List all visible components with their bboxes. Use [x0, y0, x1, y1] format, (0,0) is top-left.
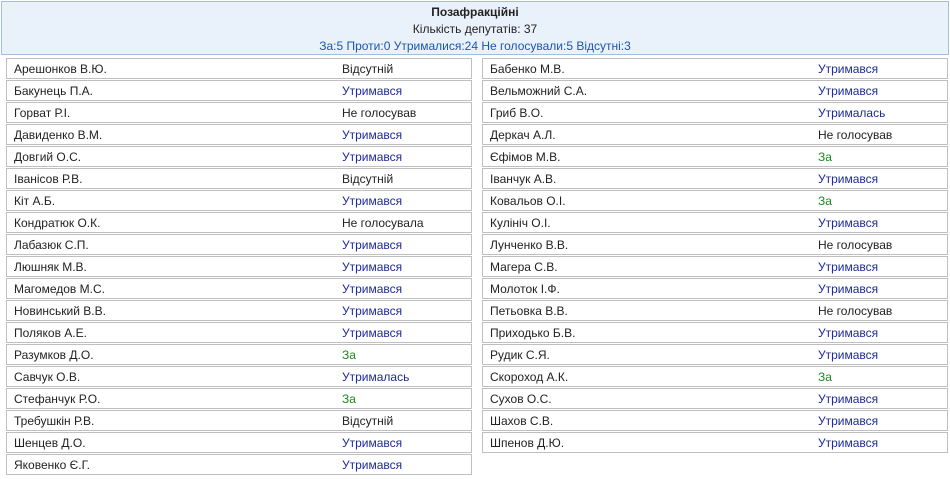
deputy-row	[482, 388, 948, 409]
deputy-row	[6, 388, 472, 409]
deputy-name: Шпенов Д.Ю.	[490, 436, 565, 450]
deputy-name: Лабазюк С.П.	[14, 238, 89, 252]
deputy-name: Довгий О.С.	[14, 150, 82, 164]
deputy-row	[482, 278, 948, 299]
deputy-name: Бабенко М.В.	[490, 62, 565, 76]
deputy-vote: Утрималась	[342, 370, 410, 384]
deputy-vote: За	[818, 194, 832, 208]
deputy-row	[6, 80, 472, 101]
deputy-name: Люшняк М.В.	[14, 260, 87, 274]
deputy-row	[482, 234, 948, 255]
deputy-vote: Утримався	[342, 458, 403, 472]
deputy-name: Петьовка В.В.	[490, 304, 568, 318]
deputy-name: Требушкін Р.В.	[14, 414, 95, 428]
deputy-row	[6, 124, 472, 145]
deputy-row	[6, 168, 472, 189]
deputy-row	[482, 256, 948, 277]
deputy-name: Рудик С.Я.	[490, 348, 550, 362]
deputy-vote: За	[342, 348, 356, 362]
deputy-name: Стефанчук Р.О.	[14, 392, 101, 406]
deputy-name: Шахов С.В.	[490, 414, 554, 428]
deputy-row	[6, 454, 472, 475]
deputy-name: Сухов О.С.	[490, 392, 552, 406]
deputy-vote: Утримався	[818, 216, 879, 230]
deputy-row	[6, 344, 472, 365]
deputy-name: Скороход А.К.	[490, 370, 569, 384]
deputy-vote: Утримався	[342, 84, 403, 98]
deputy-row	[482, 212, 948, 233]
deputy-row	[6, 322, 472, 343]
deputy-row	[6, 410, 472, 431]
deputy-name: Лунченко В.В.	[490, 238, 569, 252]
deputy-vote: Утримався	[818, 282, 879, 296]
deputy-vote: Утримався	[818, 414, 879, 428]
deputy-vote: Не голосував	[342, 106, 417, 120]
deputy-name: Іванісов Р.В.	[14, 172, 83, 186]
deputy-vote: Утримався	[342, 260, 403, 274]
deputy-row	[482, 432, 948, 453]
deputy-count: Кількість депутатів: 37	[412, 22, 538, 36]
deputy-row	[482, 102, 948, 123]
deputy-vote: Утримався	[818, 172, 879, 186]
deputy-name: Кіт А.Б.	[14, 194, 56, 208]
deputy-name: Разумков Д.О.	[14, 348, 94, 362]
deputy-name: Давиденко В.М.	[14, 128, 103, 142]
deputy-row	[482, 300, 948, 321]
deputy-row	[482, 124, 948, 145]
deputy-row	[6, 212, 472, 233]
deputy-vote: Утримався	[342, 304, 403, 318]
faction-header	[1, 1, 949, 55]
deputy-row	[482, 344, 948, 365]
deputy-column-right	[482, 58, 948, 454]
deputy-vote: Утрималась	[818, 106, 886, 120]
deputy-name: Кондратюк О.К.	[14, 216, 101, 230]
deputy-name: Деркач А.Л.	[490, 128, 556, 142]
deputy-vote: Не голосувала	[342, 216, 424, 230]
deputy-vote: Утримався	[818, 62, 879, 76]
deputy-row	[482, 410, 948, 431]
deputy-name: Новинський В.В.	[14, 304, 106, 318]
deputy-name: Єфімов М.В.	[490, 150, 561, 164]
deputy-name: Кулініч О.І.	[490, 216, 551, 230]
deputy-row	[6, 432, 472, 453]
deputy-name: Вельможний С.А.	[490, 84, 588, 98]
deputy-row	[482, 322, 948, 343]
deputy-vote: Утримався	[342, 238, 403, 252]
deputy-row	[482, 58, 948, 79]
deputy-row	[482, 80, 948, 101]
deputy-row	[6, 102, 472, 123]
faction-vote-panel	[1, 1, 949, 475]
deputy-vote: Утримався	[342, 150, 403, 164]
deputy-row	[6, 146, 472, 167]
deputy-vote: Утримався	[342, 128, 403, 142]
deputy-row	[482, 190, 948, 211]
deputy-vote: Утримався	[818, 84, 879, 98]
deputy-row	[6, 300, 472, 321]
deputy-vote: Відсутній	[342, 172, 394, 186]
deputy-columns	[1, 55, 949, 475]
deputy-vote: За	[818, 150, 832, 164]
deputy-vote: Не голосував	[818, 304, 893, 318]
deputy-row	[6, 278, 472, 299]
deputy-vote: Утримався	[342, 436, 403, 450]
deputy-row	[482, 168, 948, 189]
deputy-name: Поляков А.Е.	[14, 326, 87, 340]
deputy-name: Шенцев Д.О.	[14, 436, 86, 450]
deputy-name: Іванчук А.В.	[490, 172, 557, 186]
deputy-row	[6, 256, 472, 277]
deputy-name: Магера С.В.	[490, 260, 558, 274]
deputy-name: Молоток І.Ф.	[490, 282, 560, 296]
deputy-vote: Утримався	[818, 436, 879, 450]
deputy-name: Горват Р.І.	[14, 106, 71, 120]
deputy-row	[6, 190, 472, 211]
deputy-vote: Відсутній	[342, 414, 394, 428]
deputy-name: Гриб В.О.	[490, 106, 544, 120]
deputy-row	[482, 366, 948, 387]
deputy-vote: За	[818, 370, 832, 384]
deputy-vote: Утримався	[818, 348, 879, 362]
deputy-vote: За	[342, 392, 356, 406]
deputy-row	[482, 146, 948, 167]
deputy-name: Савчук О.В.	[14, 370, 81, 384]
deputy-name: Бакунець П.А.	[14, 84, 93, 98]
deputy-column-left	[6, 58, 472, 476]
deputy-vote: Утримався	[342, 282, 403, 296]
deputy-vote: Утримався	[342, 326, 403, 340]
deputy-row	[6, 366, 472, 387]
deputy-vote: Утримався	[342, 194, 403, 208]
deputy-name: Яковенко Є.Г.	[14, 458, 90, 472]
deputy-row	[6, 234, 472, 255]
deputy-vote: Відсутній	[342, 62, 394, 76]
deputy-vote: Утримався	[818, 260, 879, 274]
deputy-vote: Не голосував	[818, 128, 893, 142]
deputy-name: Арешонков В.Ю.	[14, 62, 107, 76]
vote-summary: За:5 Проти:0 Утрималися:24 Не голосували:5 Відсутні:3	[319, 39, 631, 53]
deputy-row	[6, 58, 472, 79]
deputy-vote: Утримався	[818, 392, 879, 406]
deputy-name: Приходько Б.В.	[490, 326, 576, 340]
deputy-vote: Утримався	[818, 326, 879, 340]
faction-title: Позафракційні	[431, 5, 519, 19]
deputy-name: Магомедов М.С.	[14, 282, 105, 296]
deputy-name: Ковальов О.І.	[490, 194, 566, 208]
deputy-vote: Не голосував	[818, 238, 893, 252]
